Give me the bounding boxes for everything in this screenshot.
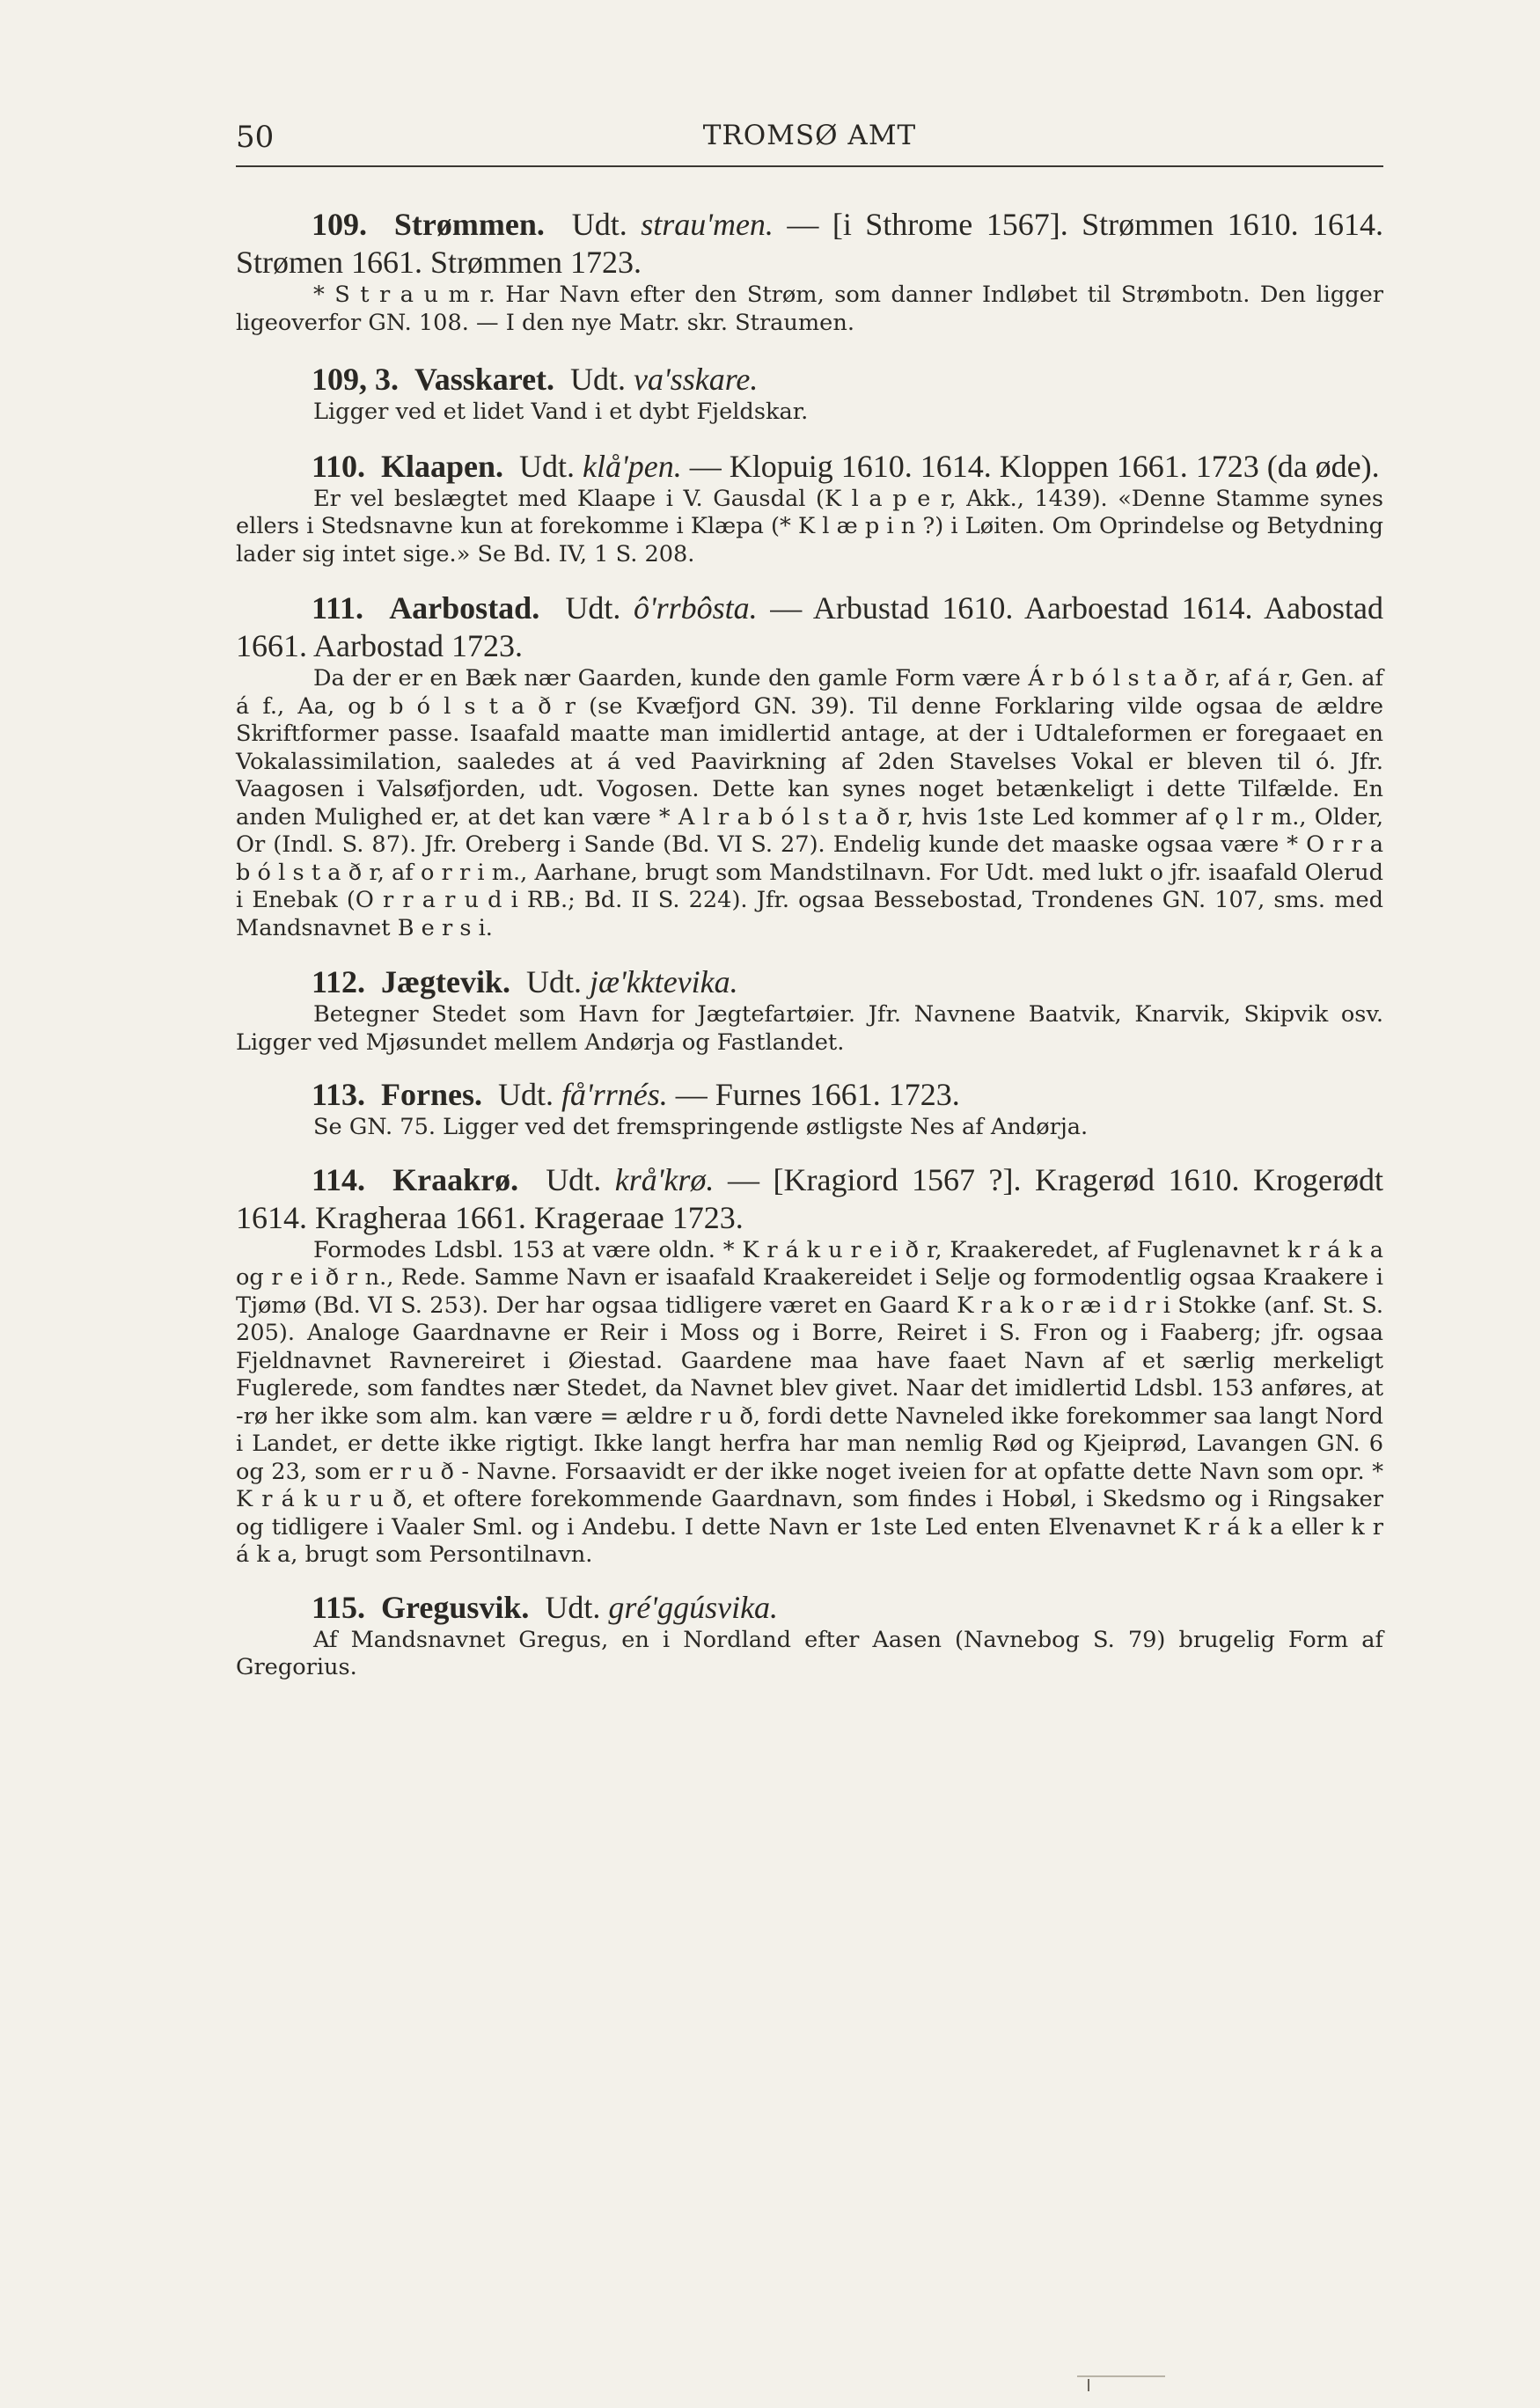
- historical-forms: — Arbustad 1610. Aarboestad 1614. Aabostad 1661. Aarbostad 1723.: [236, 590, 1384, 663]
- pronunciation: krå'krø.: [614, 1161, 715, 1197]
- pronunciation: va'sskare.: [634, 362, 759, 397]
- running-title: TROMSØ AMT: [702, 120, 917, 151]
- entry-heading: [236, 963, 1383, 1001]
- udt-label: Udt.: [519, 448, 576, 484]
- entry-name: Fornes.: [381, 1077, 482, 1112]
- entry-number: 112.: [312, 964, 366, 999]
- udt-label: Udt.: [546, 1161, 602, 1197]
- page-edge-mark: [1077, 2375, 1165, 2377]
- entry-paragraph: Ligger ved et lidet Vand i et dybt Fjeldskar.: [313, 399, 809, 425]
- entry-number: 115.: [312, 1589, 366, 1625]
- page-edge-tick: [1088, 2379, 1089, 2391]
- entry-heading: [236, 1161, 1383, 1237]
- entry-body: [236, 1114, 1383, 1142]
- udt-label: Udt.: [545, 1589, 601, 1625]
- entry-name: Aarbostad.: [389, 590, 540, 626]
- pronunciation: jæ'kktevika.: [590, 964, 738, 999]
- page-number: 50: [236, 120, 275, 155]
- entry-body: [236, 1627, 1383, 1682]
- entry-paragraph: * S t r a u m r. Har Navn efter den Strøm, som danner Indløbet til Strømbotn. Den ligger ligeoverfor GN. 108. — I den nye Matr. skr. Straumen.: [236, 282, 1383, 336]
- entries-list: [236, 206, 1383, 1682]
- entry-heading: [236, 361, 1383, 399]
- entry-body: [236, 1237, 1383, 1570]
- historical-forms: — Klopuig 1610. 1614. Kloppen 1661. 1723 (da øde).: [689, 448, 1380, 484]
- udt-label: Udt.: [565, 590, 621, 626]
- entry-number: 109, 3.: [312, 362, 399, 397]
- entry-name: Strømmen.: [393, 207, 545, 242]
- pronunciation: få'rrnés.: [561, 1077, 668, 1112]
- pronunciation: klå'pen.: [583, 448, 682, 484]
- entry-name: Vasskaret.: [414, 362, 555, 397]
- pronunciation: gré'ggúsvika.: [608, 1589, 779, 1625]
- entry-number: 109.: [312, 207, 367, 242]
- entry-name: Jægtevik.: [381, 964, 511, 999]
- pronunciation: strau'men.: [641, 207, 774, 242]
- entry-109-3: [236, 361, 1383, 427]
- entry-body: [236, 282, 1383, 337]
- entry-paragraph: Formodes Ldsbl. 153 at være oldn. * K r á k u r e i ð r, Kraakeredet, af Fuglenavnet k r á k a og r e i ð r n., Rede. Samme Navn er isaafald Kraakereidet i Selje og formodentlig ogsaa Kraakere i Tjømø (Bd. VI S. 253). Der har ogsaa tidligere været en Gaard K r a k o r æ i d r i Stokke (anf. St. S. 205). Analoge Gaardnavne er Reir i Moss og i Borre, Reiret i S. Fron og i Faaberg; jfr. ogsaa Fjeldnavnet Ravnereiret i Øiestad. Gaardene maa have faaet Navn af et særlig merkeligt Fuglerede, som fandtes nær Stedet, da Navnet blev givet. Naar det imidlertid Ldsbl. 153 anføres, at -rø her ikke som alm. kan være = ældre r u ð, fordi dette Navneled ikke forekommer saa langt Nord i Landet, er dette ikke rigtigt. Ikke langt herfra har man nemlig Rød og Kjeiprød, Lavangen GN. 6 og 23, som er r u ð - Navne. Forsaavidt er der ikke noget iveien for at opfatte dette Navn som opr. * K r á k u r u ð, et oftere forekommende Gaardnavn, som findes i Hobøl, i Skedsmo og i Ringsaker og tidligere i Vaaler Sml. og i Andebu. I dette Navn er 1ste Led enten Elvenavnet K r á k a eller k r á k a, brugt som Persontilnavn.: [236, 1236, 1383, 1568]
- entry-heading: [236, 206, 1383, 282]
- entry-number: 110.: [312, 448, 366, 484]
- entry-name: Klaapen.: [381, 448, 504, 484]
- entry-heading: [236, 1589, 1383, 1627]
- entry-body: [236, 486, 1383, 569]
- entry-110: [236, 448, 1383, 569]
- pronunciation: ô'rrbôsta.: [633, 590, 758, 626]
- entry-heading: [236, 1076, 1383, 1114]
- entry-body: [236, 665, 1383, 942]
- entry-111: [236, 589, 1383, 942]
- entry-paragraph: Se GN. 75. Ligger ved det fremspringende østligste Nes af Andørja.: [313, 1114, 1089, 1140]
- entry-body: [236, 399, 1383, 427]
- historical-forms: — [Kragiord 1567 ?]. Kragerød 1610. Krogerødt 1614. Kragheraa 1661. Krageraae 1723.: [236, 1161, 1384, 1235]
- udt-label: Udt.: [498, 1077, 554, 1112]
- entry-109: [236, 206, 1383, 337]
- entry-heading: [236, 448, 1383, 486]
- entry-paragraph: Af Mandsnavnet Gregus, en i Nordland efter Aasen (Navnebog S. 79) brugelig Form af Gregorius.: [236, 1626, 1383, 1680]
- entry-112: [236, 963, 1383, 1057]
- udt-label: Udt.: [571, 207, 627, 242]
- entry-number: 111.: [312, 590, 364, 626]
- entry-114: [236, 1161, 1383, 1570]
- entry-name: Kraakrø.: [392, 1161, 519, 1197]
- entry-paragraph: Er vel beslægtet med Klaape i V. Gausdal (K l a p e r, Akk., 1439). «Denne Stamme synes ellers i Stedsnavne kun at forekomme i Klæpa (* K l æ p i n ?) i Løiten. Om Oprindelse og Betydning lader sig intet sige.» Se Bd. IV, 1 S. 208.: [236, 485, 1383, 567]
- udt-label: Udt.: [526, 964, 583, 999]
- entry-number: 113.: [312, 1077, 366, 1112]
- entry-113: [236, 1076, 1383, 1142]
- entry-115: [236, 1589, 1383, 1682]
- entry-heading: [236, 589, 1383, 665]
- entry-paragraph: Betegner Stedet som Havn for Jægtefartøier. Jfr. Navnene Baatvik, Knarvik, Skipvik osv. Ligger ved Mjøsundet mellem Andørja og Fastlandet.: [236, 1001, 1383, 1056]
- entry-paragraph: Da der er en Bæk nær Gaarden, kunde den gamle Form være Á r b ó l s t a ð r, af á r, Gen. af á f., Aa, og b ó l s t a ð r (se Kvæfjord GN. 39). Til denne Forklaring vilde ogsaa de ældre Skriftformer passe. Isaafald maatte man imidlertid antage, at der i Udtaleformen er foregaaet en Vokalassimilation, saaledes at á ved Paavirkning af 2den Stavelses Vokal er bleven til ó. Jfr. Vaagosen i Valsøfjorden, udt. Vogosen. Dette kan synes noget betænkeligt i dette Tilfælde. En anden Mulighed er, at det kan være * A l r a b ó l s t a ð r, hvis 1ste Led kommer af ǫ l r m., Older, Or (Indl. S. 87). Jfr. Oreberg i Sande (Bd. VI S. 27). Endelig kunde det maaske ogsaa være * O r r a b ó l s t a ð r, af o r r i m., Aarhane, brugt som Mandstilnavn. For Udt. med lukt o jfr. isaafald Olerud i Enebak (O r r a r u d i RB.; Bd. II S. 224). Jfr. ogsaa Bessebostad, Trondenes GN. 107, sms. med Mandsnavnet B e r s i.: [236, 665, 1383, 941]
- historical-forms: — Furnes 1661. 1723.: [675, 1077, 960, 1112]
- entry-name: Gregusvik.: [381, 1589, 530, 1625]
- entry-body: [236, 1001, 1383, 1057]
- entry-number: 114.: [312, 1161, 366, 1197]
- page-header: [236, 120, 1383, 167]
- udt-label: Udt.: [570, 362, 627, 397]
- historical-forms: — [i Sthrome 1567]. Strømmen 1610. 1614. Strømen 1661. Strømmen 1723.: [236, 207, 1384, 280]
